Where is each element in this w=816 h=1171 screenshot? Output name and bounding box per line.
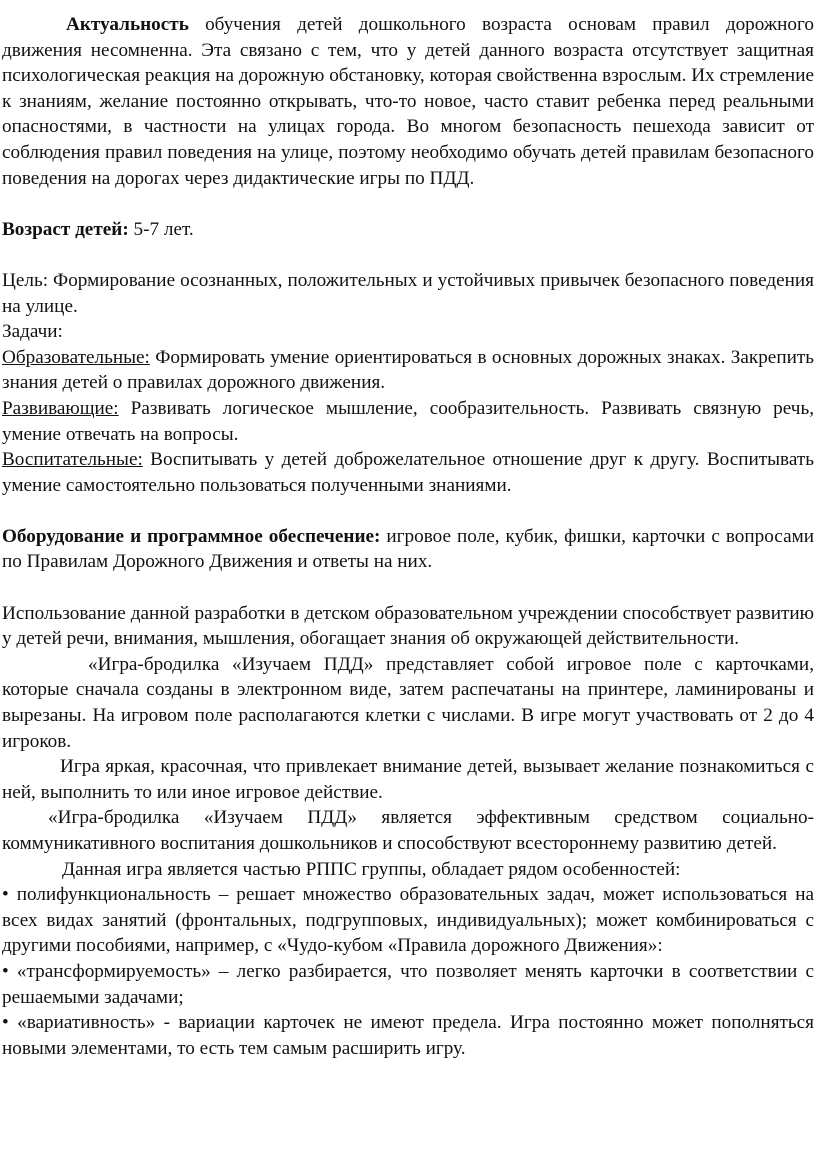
spacer bbox=[2, 242, 814, 268]
task-upbringing bbox=[2, 447, 814, 498]
task-developing bbox=[2, 396, 814, 447]
task-educational-label: Образовательные: bbox=[2, 346, 150, 368]
spacer bbox=[2, 191, 814, 217]
task-developing-label: Развивающие: bbox=[2, 397, 119, 419]
effective-paragraph: «Игра-бродилка «Изучаем ПДД» является эффективным средством социально-коммуникативного воспитания дошкольников и способствуют всестороннему развитию детей. bbox=[2, 807, 814, 854]
task-educational-text: Формировать умение ориентироваться в основных дорожных знаках. Закрепить знания детей о правилах дорожного движения. bbox=[2, 346, 814, 394]
bullet-multifunctional: • полифункциональность – решает множество образовательных задач, может использоваться на всех видах занятий (фронтальных, подгрупповых, индивидуальных); может комбинироваться с другими пособиями, например, с «Чудо-кубом «Правила дорожного Движения»: bbox=[2, 884, 814, 957]
goal-paragraph: Цель: Формирование осознанных, положительных и устойчивых привычек безопасного поведения на улице. bbox=[2, 269, 814, 317]
age-value: 5-7 лет. bbox=[128, 218, 194, 240]
intro-text: обучения детей дошкольного возраста основам правил дорожного движения несомненна. Эта связано с тем, что у детей данного возраста отсутствует защитная психологическая реакция на дорожную обстановку, которая свойственна взрослым. Их стремление к знаниям, желание постоянно открывать, что-то новое, часто ставит ребенка перед реальными опасностями, в частности на улицах города. Во многом безопасность пешехода зависит от соблюдения правил поведения на улице, поэтому необходимо обучать детей правилам безопасного поведения на дорогах через дидактические игры по ПДД. bbox=[2, 14, 814, 189]
task-educational bbox=[2, 345, 814, 396]
bullet-transformable: • «трансформируемость» – легко разбирается, что позволяет менять карточки в соответствии с решаемыми задачами; bbox=[2, 960, 814, 1008]
tasks-heading: Задачи: bbox=[2, 321, 63, 343]
game-intro-paragraph: «Игра-бродилка «Изучаем ПДД» представляет собой игровое поле с карточками, которые сначала созданы в электронном виде, затем распечатаны на принтере, ламинированы и вырезаны. На игровом поле располагаются клетки с числами. В игре могут участвовать от 2 до 4 игроков. bbox=[2, 653, 814, 752]
age-line bbox=[2, 217, 814, 243]
equipment-text: игровое поле, кубик, фишки, карточки с вопросами по Правилам Дорожного Движения и ответы на них. bbox=[2, 525, 814, 573]
equipment-label: Оборудование и программное обеспечение: bbox=[2, 525, 381, 547]
spacer bbox=[2, 498, 814, 524]
intro-paragraph bbox=[2, 12, 814, 191]
features-intro: Данная игра является частью РППС группы, обладает рядом особенностей: bbox=[62, 858, 681, 880]
bright-paragraph: Игра яркая, красочная, что привлекает внимание детей, вызывает желание познакомиться с ней, выполнить то или иное игровое действие. bbox=[2, 756, 814, 803]
spacer bbox=[2, 575, 814, 601]
intro-heading: Актуальность bbox=[66, 14, 189, 35]
equipment-paragraph bbox=[2, 524, 814, 575]
task-developing-text: Развивать логическое мышление, сообразительность. Развивать связную речь, умение отвечать на вопросы. bbox=[2, 397, 814, 445]
age-label: Возраст детей: bbox=[2, 218, 129, 240]
usage-paragraph: Использование данной разработки в детском образовательном учреждении способствует развитию у детей речи, внимания, мышления, обогащает знания об окружающей действительности. bbox=[2, 602, 814, 650]
task-upbringing-label: Воспитательные: bbox=[2, 449, 143, 471]
bullet-variative: • «вариативность» - вариации карточек не имеют предела. Игра постоянно может пополняться новыми элементами, то есть тем самым расширить игру. bbox=[2, 1012, 814, 1059]
task-upbringing-text: Воспитывать у детей доброжелательное отношение друг к другу. Воспитывать умение самостоятельно пользоваться полученными знаниями. bbox=[2, 449, 814, 496]
